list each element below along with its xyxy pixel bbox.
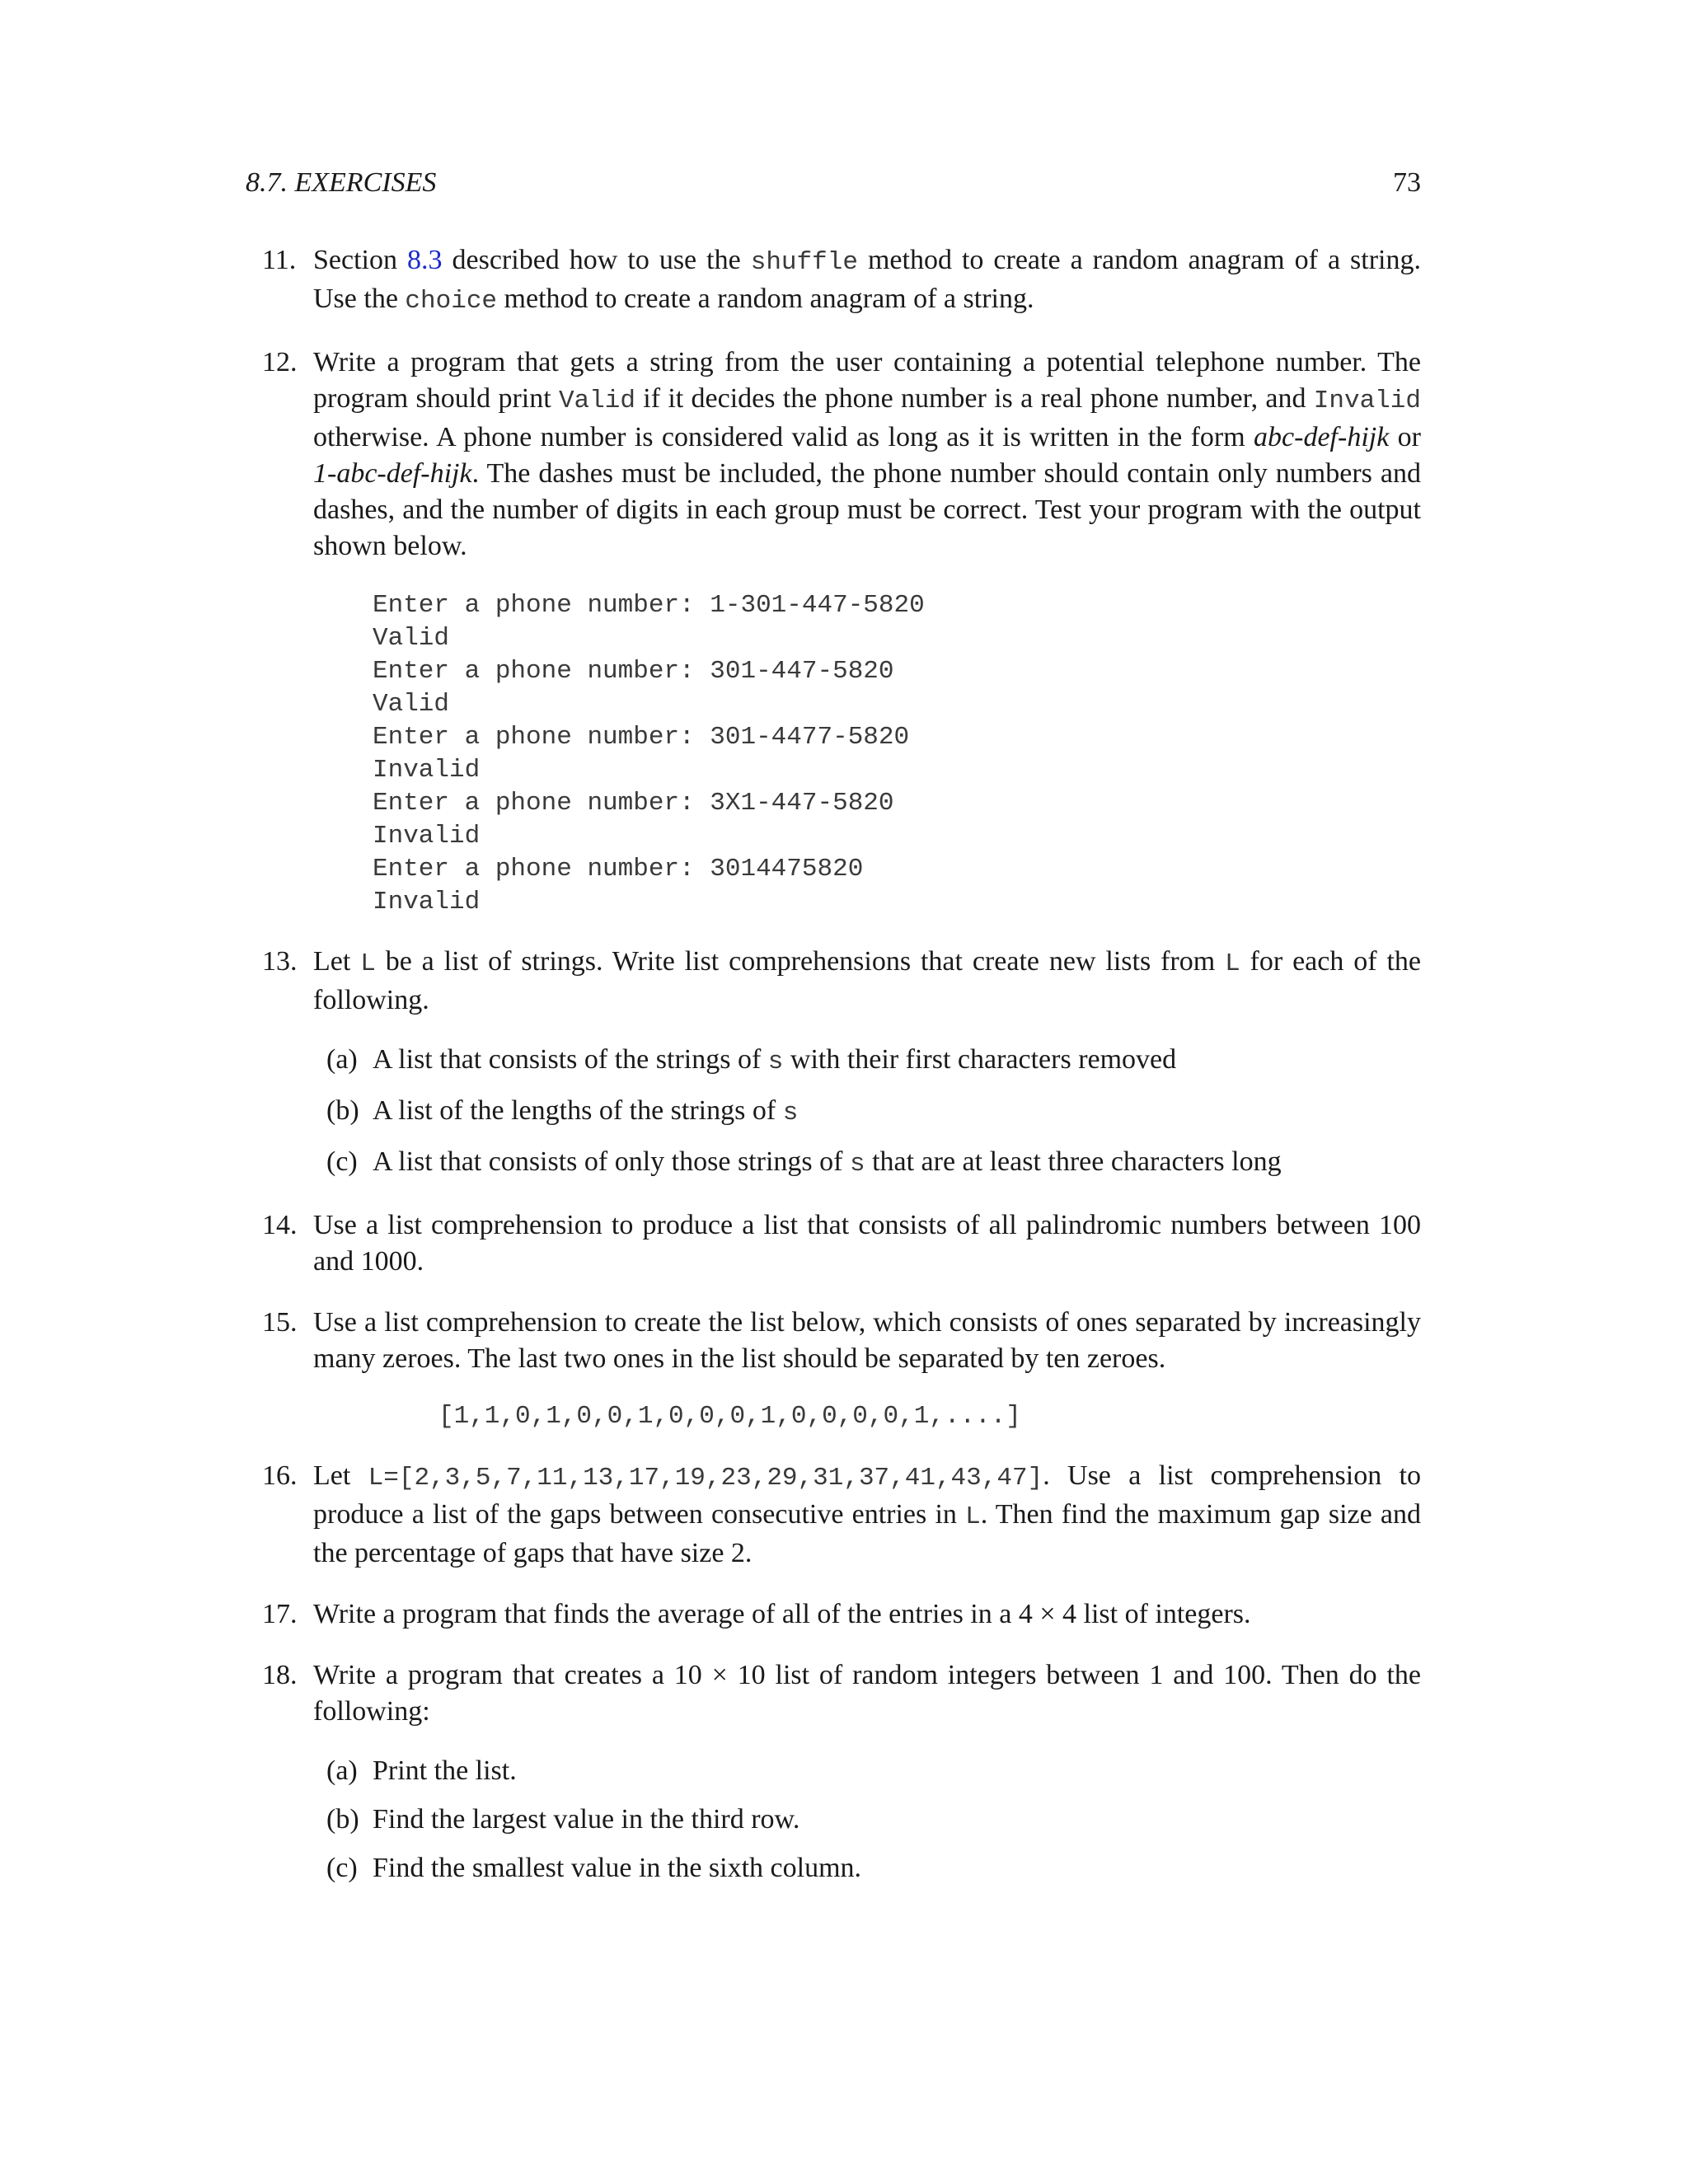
code-line: Invalid [373,756,481,785]
document-page [246,165,1421,1911]
text-span: with their first characters removed [783,1044,1177,1075]
sub-item-label: (a) [326,1755,358,1786]
inline-code: L [1225,949,1240,978]
code-block: [1,1,0,1,0,0,1,0,0,0,1,0,0,0,0,1,....] [438,1402,1021,1431]
text-span: Let [313,1460,368,1491]
exercise-number: 14. [262,1210,298,1240]
sub-list [313,1753,1421,1886]
exercise-18 [246,1657,1421,1886]
text-span: A list that consists of only those strings of [373,1146,850,1177]
text-span: for each of the following. [313,946,1421,1015]
inline-code: Valid [558,387,635,415]
text-span: method to create a random anagram of a string. [497,284,1034,314]
text-span: be a list of strings. Write list comprehensions that create new lists from [375,946,1226,977]
sub-item-label: (a) [326,1044,358,1075]
exercise-text: Use a list comprehension to create the list below, which consists of ones separated by increasingly many zeroes. The last two ones in the list should be separated by ten zeroes. [313,1307,1421,1374]
inline-code: choice [405,287,498,316]
section-title: 8.7. EXERCISES [246,167,437,198]
inline-code: L [965,1502,981,1531]
inline-code: s [849,1150,865,1179]
exercise-text [313,1458,1421,1572]
inline-code: s [767,1047,784,1076]
text-span: Print the list. [373,1755,517,1786]
exercise-number: 11. [262,245,297,275]
page-header [246,165,1421,201]
sub-item-label: (c) [326,1146,358,1177]
inline-code: L=[2,3,5,7,11,13,17,19,23,29,31,37,41,43,47] [368,1464,1043,1493]
code-block [373,589,1421,919]
section-link[interactable]: 8.3 [407,245,443,275]
exercise-16 [246,1458,1421,1572]
exercise-number: 12. [262,347,298,377]
italic-text: 1-abc-def-hijk [313,458,472,489]
text-span: Let [313,946,361,977]
code-line: Enter a phone number: 1-301-447-5820 [373,591,925,620]
text-span: Section [313,245,407,275]
code-line: Valid [373,624,450,653]
text-span: otherwise. A phone number is considered valid as long as it is written in the form [313,422,1254,452]
inline-code: s [782,1099,799,1127]
italic-text: abc-def-hijk [1254,422,1390,452]
exercise-13 [246,944,1421,1183]
text-span: that are at least three characters long [865,1146,1282,1177]
exercise-15 [246,1305,1421,1433]
sub-item-c [313,1144,1421,1183]
text-span: . Use a list comprehension to produce a list of the gaps between consecutive entries in [313,1460,1422,1530]
sub-item-label: (b) [326,1804,359,1835]
exercise-12 [246,344,1421,919]
code-line: Valid [373,690,450,719]
exercise-number: 17. [262,1599,298,1629]
code-line: Enter a phone number: 301-4477-5820 [373,723,910,752]
exercise-14 [246,1207,1421,1280]
text-span: . Then find the maximum gap size and the percentage of gaps that have size 2. [313,1499,1422,1568]
exercise-17 [246,1596,1421,1633]
text-span: Find the smallest value in the sixth column. [373,1853,862,1883]
text-span: A list of the lengths of the strings of [373,1095,783,1126]
sub-item-c [313,1850,1421,1886]
inline-code: shuffle [750,248,858,277]
sub-item-label: (b) [326,1095,359,1126]
sub-list [313,1042,1421,1183]
text-span: if it decides the phone number is a real phone number, and [635,383,1314,414]
exercise-number: 13. [262,946,298,977]
page-number: 73 [1393,167,1421,198]
text-span: . The dashes must be included, the phone number should contain only numbers and dashes, and the number of digits in each group must be correct. Test your program with the output shown below. [313,458,1421,561]
sub-item-b [313,1093,1421,1132]
exercise-number: 16. [262,1460,298,1491]
code-line: Enter a phone number: 301-447-5820 [373,657,894,686]
text-span: or [1389,422,1421,452]
text-span: Write a program that gets a string from the user containing a potential telephone number. The program should print [313,347,1421,414]
exercise-11 [246,242,1421,320]
code-line: Invalid [373,888,481,916]
text-span: A list that consists of the strings of [373,1044,768,1075]
sub-item-b [313,1802,1421,1838]
inline-code: L [360,949,376,978]
exercise-text: Write a program that finds the average of all of the entries in a 4 × 4 list of integers. [313,1599,1251,1629]
code-line: Invalid [373,822,481,851]
sub-item-label: (c) [326,1853,358,1883]
code-line: Enter a phone number: 3014475820 [373,855,864,883]
sub-item-a [313,1753,1421,1789]
exercise-text [313,344,1421,565]
code-line: Enter a phone number: 3X1-447-5820 [373,789,894,818]
sub-item-a [313,1042,1421,1080]
exercise-number: 18. [262,1660,298,1690]
text-span: method to create a random anagram of a string. Use the [313,245,1421,314]
exercise-number: 15. [262,1307,298,1338]
text-span: described how to use the [442,245,751,275]
exercise-text [313,242,1421,320]
text-span: Find the largest value in the third row. [373,1804,800,1835]
exercise-text: Use a list comprehension to produce a list that consists of all palindromic numbers between 100 and 1000. [313,1210,1421,1277]
exercise-text: Write a program that creates a 10 × 10 list of random integers between 1 and 100. Then do the following: [313,1660,1421,1727]
inline-code: Invalid [1313,387,1421,415]
exercise-text [313,944,1421,1019]
